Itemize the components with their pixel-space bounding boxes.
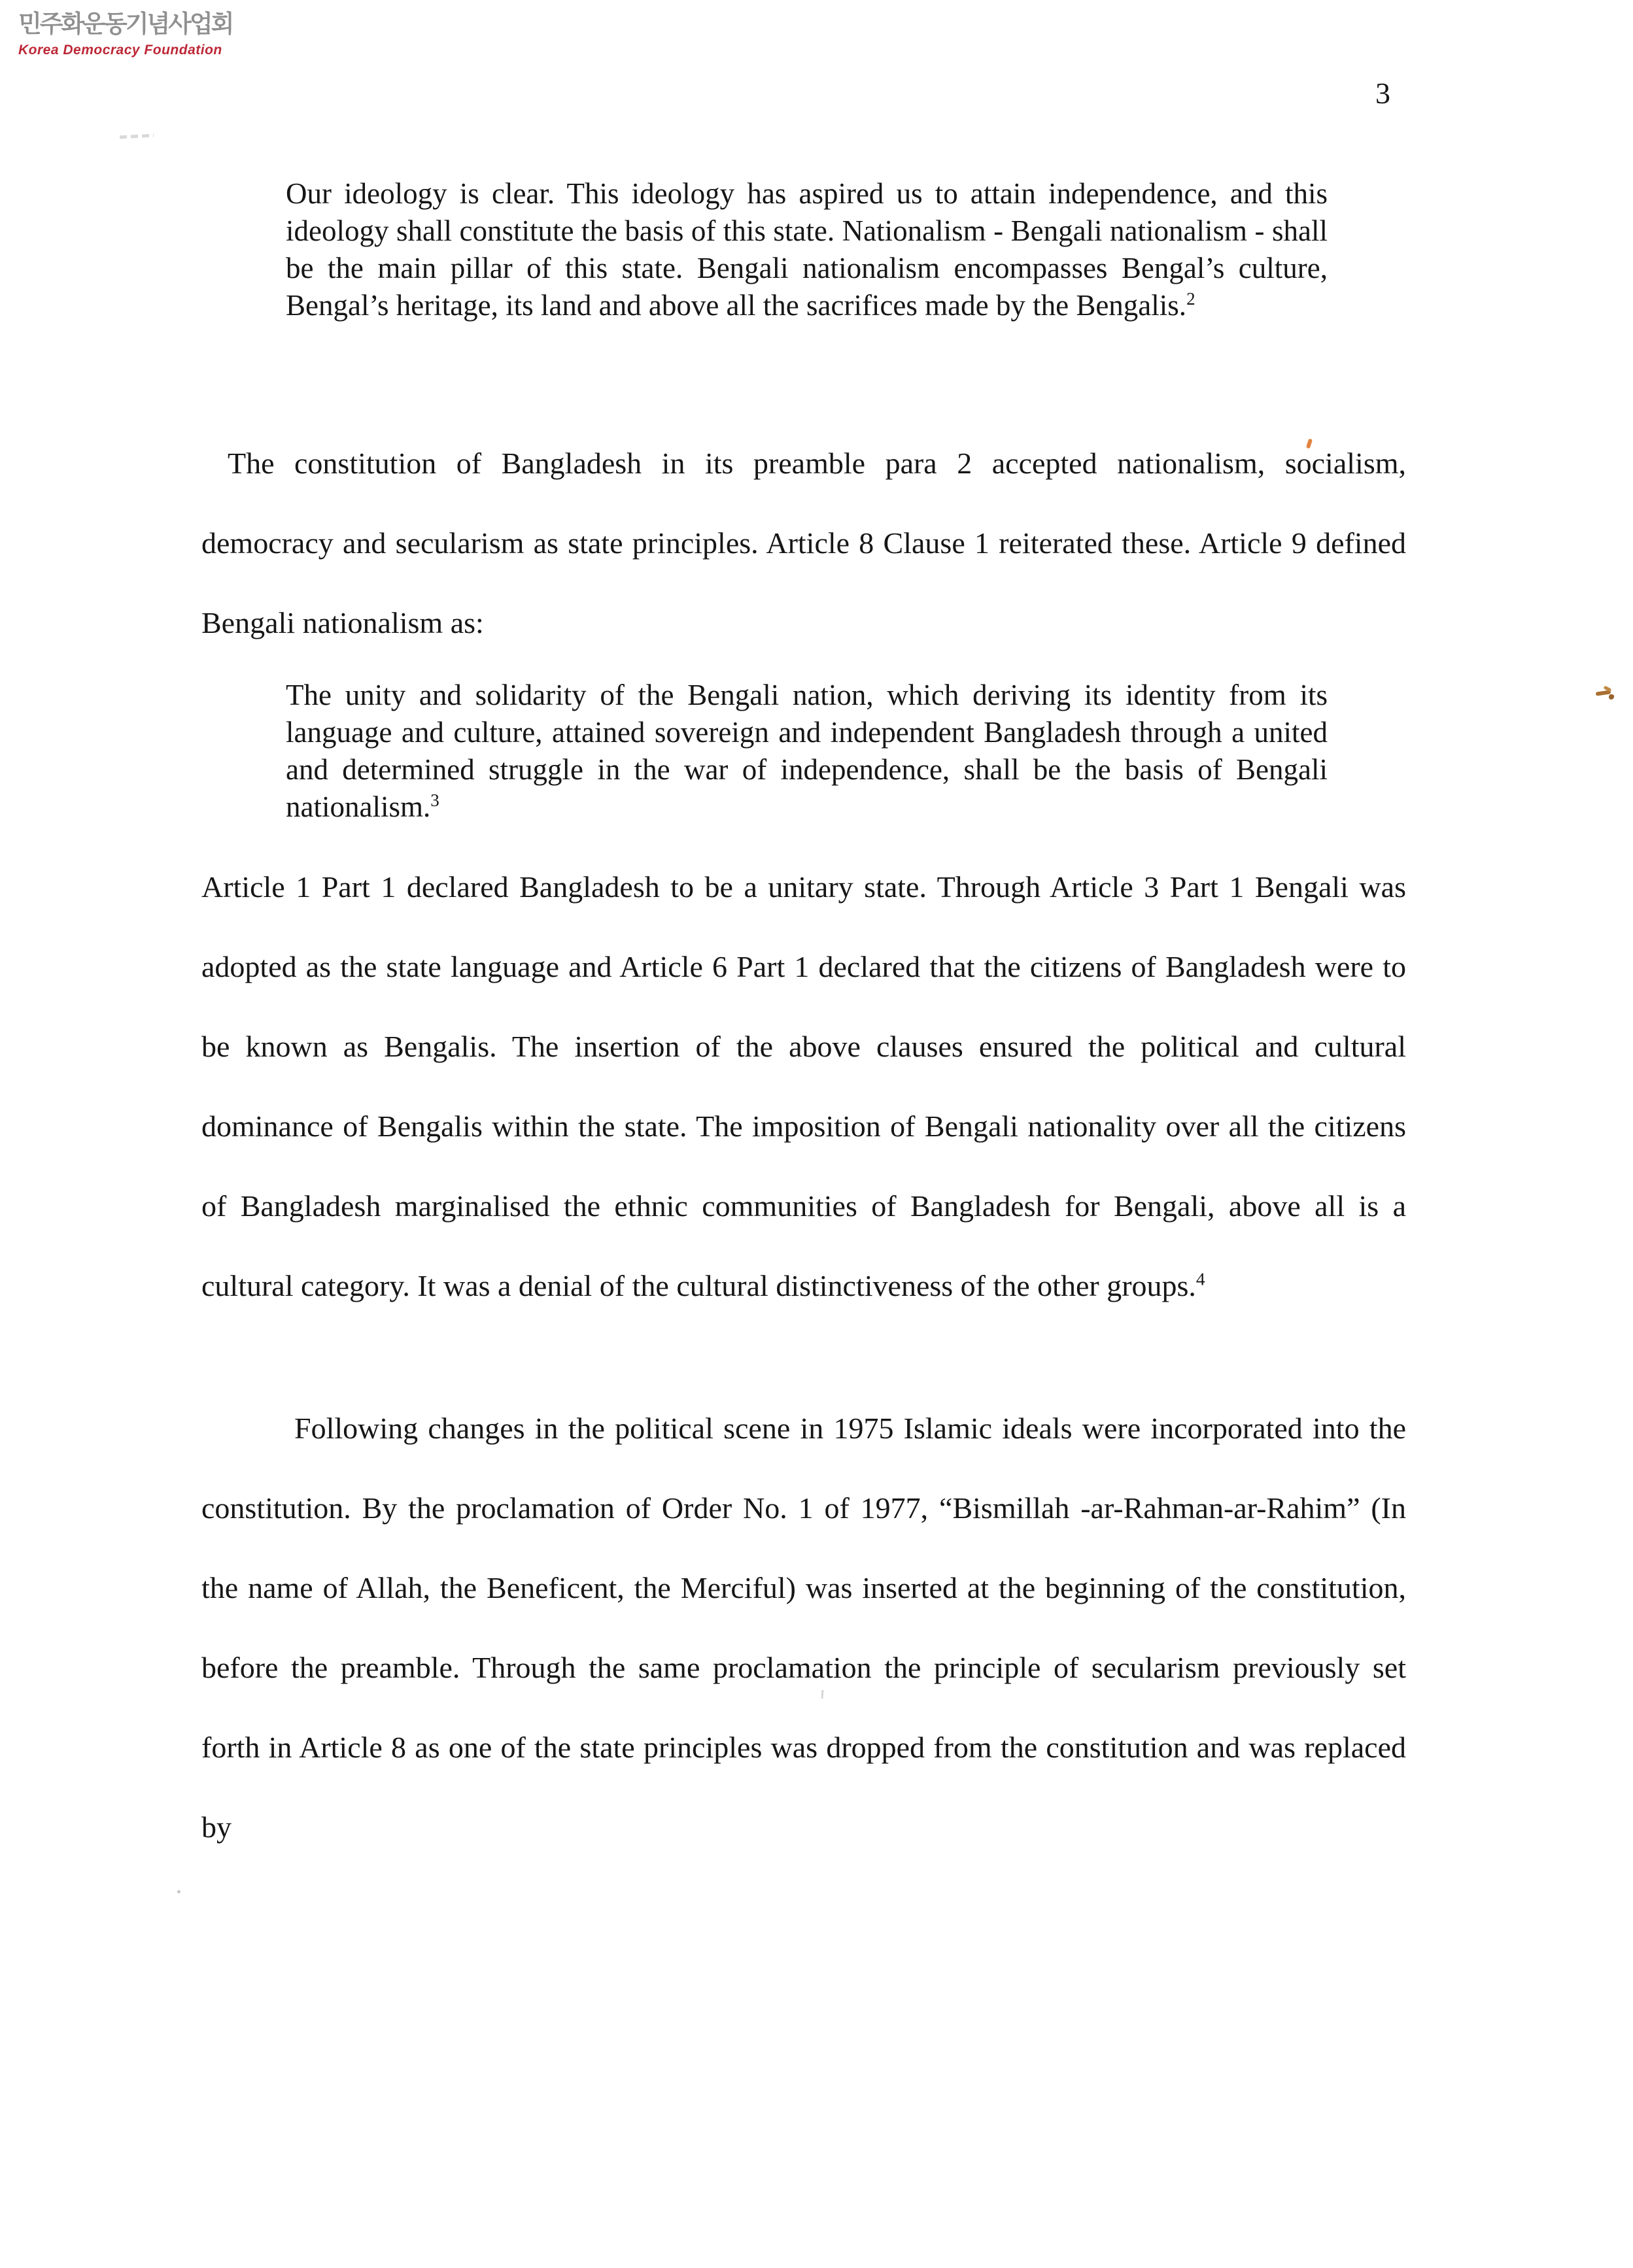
scan-margin-smudge bbox=[1596, 685, 1619, 702]
blockquote-ideology bbox=[286, 175, 1328, 324]
scan-smudge-dash bbox=[120, 134, 154, 139]
footnote-ref-3: 3 bbox=[430, 790, 439, 810]
paragraph-articles-text: Article 1 Part 1 declared Bangladesh to be a unitary state. Through Article 3 Part 1 Bengali was adopted as the state language and Article 6 Part 1 declared that the citizens of Bangladesh were to be known as Bengalis. The insertion of the above clauses ensured the political and cultural dominance of Bengalis within the state. The imposition of Bengali nationality over all the citizens of Bangladesh marginalised the ethnic communities of Bangladesh for Bengali, above all is a cultural category. It was a denial of the cultural distinctiveness of the other groups. bbox=[201, 870, 1406, 1302]
blockquote-ideology-text: Our ideology is clear. This ideology has aspired us to attain independence, and this ideology shall constitute the basis of this state. Nationalism - Bengali nationalism - shall be the main pillar of this state. Bengali nationalism encompasses Bengal’s culture, Bengal’s heritage, its land and above all the sacrifices made by the Bengalis. bbox=[286, 177, 1328, 322]
paragraph-constitution-preamble: The constitution of Bangladesh in its preamble para 2 accepted nationalism, socialism, democracy and secularism as state principles. Article 8 Clause 1 reiterated these. Article 9 defined Bengali nationalism as: bbox=[201, 447, 1406, 639]
scan-faint-dot bbox=[177, 1890, 180, 1893]
paragraph-articles-unitary-state bbox=[201, 847, 1406, 1326]
paragraph-1975-changes: Following changes in the political scene in 1975 Islamic ideals were incorporated into the constitution. By the proclamation of Order No. 1 of 1977, “Bismillah -ar-Rahman-ar-Rahim” (In the name of Allah, the Beneficent, the Merciful) was inserted at the beginning of the constitution, before the preamble. Through the same proclamation the principle of secularism previously set forth in Article 8 as one of the state principles was dropped from the constitution and was replaced by bbox=[201, 1412, 1406, 1844]
footnote-ref-2: 2 bbox=[1186, 289, 1195, 309]
korea-democracy-foundation-logo bbox=[18, 9, 232, 58]
footnote-ref-4: 4 bbox=[1195, 1268, 1205, 1289]
logo-korean-text: 민주화운동기념사업회 bbox=[18, 10, 233, 38]
logo-english-text: Korea Democracy Foundation bbox=[18, 42, 222, 58]
page-number: 3 bbox=[1375, 76, 1390, 110]
blockquote-unity-solidarity-text: The unity and solidarity of the Bengali nation, which deriving its identity from its language and culture, attained sovereign and independent Bangladesh through a united and determined struggle in the war of independence, shall be the basis of Bengali nationalism. bbox=[286, 679, 1328, 823]
smudge-stroke bbox=[1608, 694, 1614, 700]
blockquote-unity-solidarity bbox=[286, 677, 1328, 826]
